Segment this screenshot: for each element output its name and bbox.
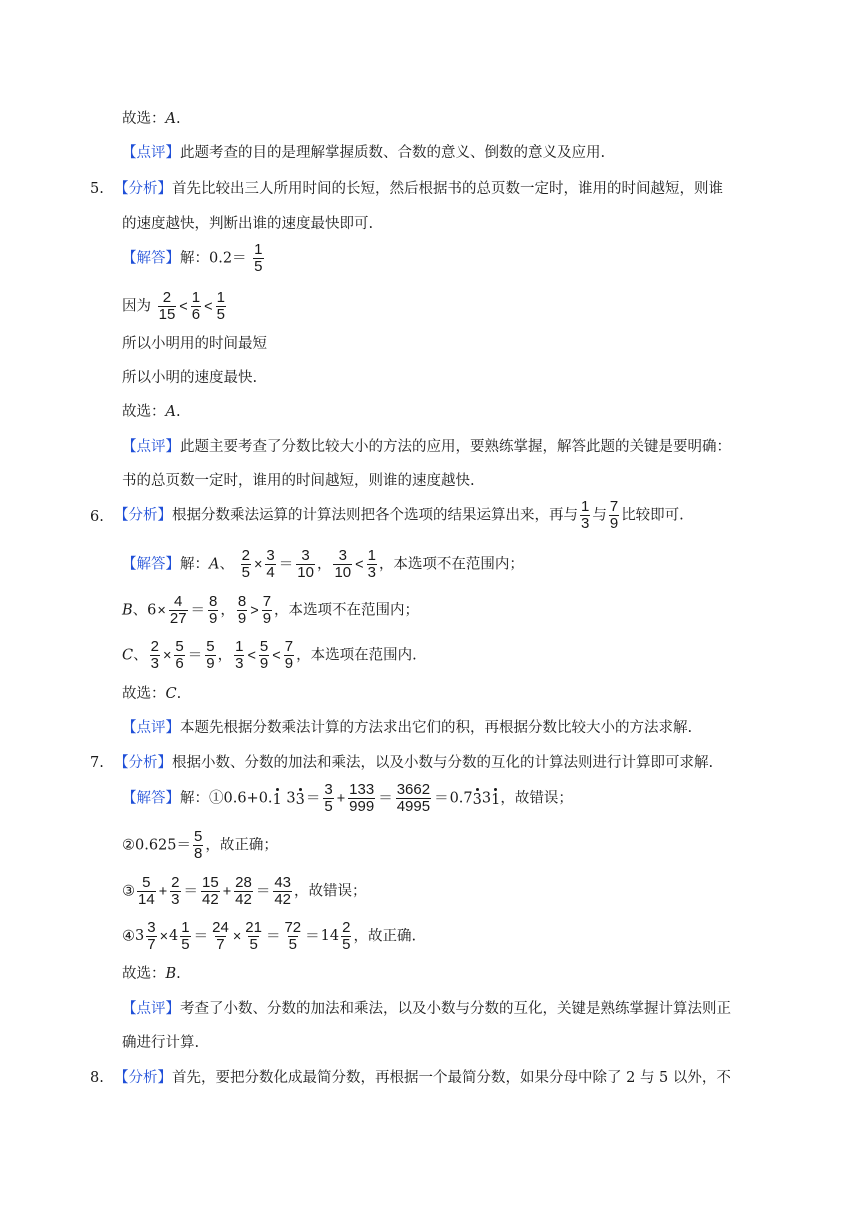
fraction: $\frac{7}{9}$ — [609, 498, 619, 532]
q5-compare: 因为 $\frac{2}{15}$ < $\frac{1}{6}$ < $\frac{1}{5}$ — [122, 289, 225, 323]
fraction: $\frac{3}{5}$ — [324, 781, 333, 815]
mixed-number: 3 3 7 — [135, 919, 156, 953]
q4-choice: 故选：A. — [122, 111, 181, 127]
fraction: $\frac{28}{42}$ — [235, 874, 252, 908]
q5-number: 5. — [90, 181, 104, 197]
q6-option-a: 【解答】解：A、 $\frac{2}{5}$ × $\frac{3}{4}$ ＝ $\frac{3}{10}$ ， $\frac{3}{10}$ < $\frac{1}{3}$ ，本选项不在范围内； — [122, 547, 524, 581]
q6-option-c: C、 $\frac{2}{3}$ × $\frac{5}{6}$ ＝ $\frac{5}{9}$ ， $\frac{1}{3}$ < $\frac{5}{9}$ < $\frac{7}{9}$ ，本选项在范围内. — [122, 638, 417, 672]
q7-analysis: 【分析】根据小数、分数的加法和乘法，以及小数与分数的互化的计算法则进行计算即可求解. — [114, 755, 714, 771]
q4-comment: 【点评】此题考查的目的是理解掌握质数、合数的意义、倒数的意义及应用. — [122, 145, 606, 161]
solution-tag: 【解答】 — [122, 790, 180, 807]
q7-step4: ④ 3 3 7 × 4 1 5 ＝ $\frac{24}{7}$ × $\frac{21}{5}$ ＝ $\frac{72}{5}$ ＝ 14 2 5 ，故正确. — [122, 919, 417, 953]
fraction: $\frac{5}{14}$ — [138, 874, 155, 908]
analysis-tag: 【分析】 — [114, 1070, 172, 1086]
q6-comment: 【点评】本题先根据分数乘法计算的方法求出它们的积，再根据分数比较大小的方法求解. — [122, 720, 693, 736]
fraction: 3 7 — [147, 919, 156, 953]
fraction: 2 5 — [342, 919, 351, 953]
q7-choice: 故选：B. — [122, 966, 181, 982]
repeating-digit: 1 — [491, 789, 500, 808]
fraction: $\frac{3}{4}$ — [266, 547, 275, 581]
fraction: $\frac{7}{9}$ — [262, 593, 272, 627]
comment-tag: 【点评】 — [122, 1001, 180, 1017]
q8-analysis: 【分析】首先，要把分数化成最简分数，再根据一个最简分数，如果分母中除了 2 与 5 以外，不 — [114, 1070, 731, 1086]
fraction: $\frac{1}{3}$ — [235, 638, 244, 672]
mixed-number: 14 2 5 — [320, 919, 351, 953]
repeating-digit: 3 — [296, 789, 305, 808]
fraction: $\frac{2}{3}$ — [150, 638, 159, 672]
q8-number: 8. — [90, 1070, 104, 1086]
fraction: $\frac{5}{8}$ — [194, 828, 203, 862]
q5-line3: 所以小明用的时间最短 — [122, 336, 267, 352]
q7-comment-line1: 【点评】考查了小数、分数的加法和乘法，以及小数与分数的互化，关键是熟练掌握计算法则正 — [122, 1001, 731, 1017]
q6-choice: 故选：C. — [122, 686, 182, 702]
fraction: $\frac{8}{9}$ — [237, 593, 247, 627]
q5-comment-line2: 书的总页数一定时，谁用的时间越短，则谁的速度越快. — [122, 473, 475, 489]
q6-option-b: B、6× $\frac{4}{27}$ ＝ $\frac{8}{9}$ ， $\frac{8}{9}$ > $\frac{7}{9}$ ，本选项不在范围内； — [122, 593, 420, 627]
comment-tag: 【点评】 — [122, 439, 180, 455]
q5-line4: 所以小明的速度最快. — [122, 370, 258, 386]
fraction: $\frac{15}{42}$ — [202, 874, 219, 908]
fraction: $\frac{2}{5}$ — [241, 547, 250, 581]
q7-comment-line2: 确进行计算. — [122, 1035, 200, 1051]
repeating-digit: 1 — [273, 789, 282, 808]
comment-tag: 【点评】 — [122, 720, 180, 736]
fraction: 1 5 — [181, 919, 190, 953]
comment-tag: 【点评】 — [122, 145, 180, 161]
fraction: $\frac{1}{5}$ — [254, 241, 263, 275]
q5-solution: 【解答】解：0.2＝ $\frac{1}{5}$ — [122, 241, 263, 275]
solution-tag: 【解答】 — [122, 250, 180, 267]
analysis-tag: 【分析】 — [114, 181, 172, 197]
q6-analysis: 【分析】根据分数乘法运算的计算法则把各个选项的结果运算出来，再与 $\frac{1}{3}$ 与 $\frac{7}{9}$ 比较即可. — [114, 498, 684, 532]
repeating-digit: 3 — [473, 789, 482, 808]
fraction: $\frac{133}{999}$ — [349, 781, 375, 815]
analysis-tag: 【分析】 — [114, 507, 172, 524]
q7-step2: ②0.625＝ $\frac{5}{8}$ ，故正确； — [122, 828, 278, 862]
q5-analysis-line2: 的速度越快，判断出谁的速度最快即可. — [122, 216, 374, 232]
fraction: $\frac{1}{5}$ — [216, 289, 225, 323]
fraction: $\frac{8}{9}$ — [209, 593, 218, 627]
fraction: $\frac{21}{5}$ — [245, 919, 262, 953]
fraction: $\frac{3662}{4995}$ — [396, 781, 431, 815]
fraction: $\frac{5}{6}$ — [175, 638, 184, 672]
fraction: $\frac{43}{42}$ — [274, 874, 292, 908]
mixed-number: 4 1 5 — [169, 919, 190, 953]
fraction: $\frac{3}{10}$ — [334, 547, 352, 581]
solution-tag: 【解答】 — [122, 556, 180, 573]
fraction: $\frac{1}{6}$ — [191, 289, 201, 323]
q7-step3: ③ $\frac{5}{14}$ + $\frac{2}{3}$ ＝ $\frac{15}{42}$ + $\frac{28}{42}$ ＝ $\frac{43}{42}$ ，故错误； — [122, 874, 367, 908]
fraction: $\frac{24}{7}$ — [212, 919, 229, 953]
q7-number: 7. — [90, 755, 104, 771]
fraction: $\frac{1}{3}$ — [367, 547, 376, 581]
q7-step1: 【解答】解：①0.6+0.1 33＝ $\frac{3}{5}$ + $\frac{133}{999}$ ＝ $\frac{3662}{4995}$ ＝0.7331，故错误； — [122, 781, 573, 815]
fraction: $\frac{4}{27}$ — [169, 593, 187, 627]
analysis-tag: 【分析】 — [114, 755, 172, 771]
q6-number: 6. — [90, 509, 104, 525]
fraction: $\frac{3}{10}$ — [297, 547, 314, 581]
fraction: $\frac{2}{15}$ — [158, 289, 176, 323]
q5-comment-line1: 【点评】此题主要考查了分数比较大小的方法的应用，要熟练掌握，解答此题的关键是要明确： — [122, 439, 731, 455]
q5-analysis-line1: 【分析】首先比较出三人所用时间的长短，然后根据书的总页数一定时，谁用的时间越短，则谁 — [114, 181, 723, 197]
fraction: $\frac{5}{9}$ — [206, 638, 215, 672]
fraction: $\frac{72}{5}$ — [284, 919, 302, 953]
q5-choice: 故选：A. — [122, 404, 181, 420]
fraction: $\frac{2}{3}$ — [171, 874, 180, 908]
fraction: $\frac{1}{3}$ — [581, 498, 590, 532]
fraction: $\frac{7}{9}$ — [284, 638, 294, 672]
fraction: $\frac{5}{9}$ — [259, 638, 269, 672]
